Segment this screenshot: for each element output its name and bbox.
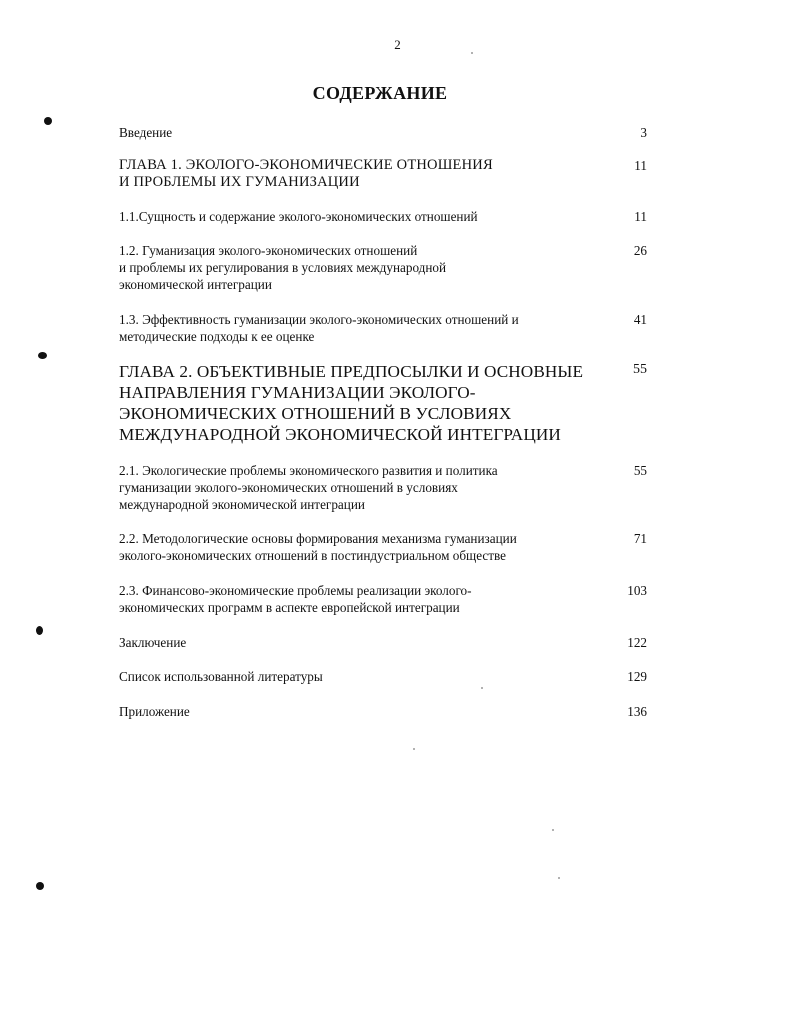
punch-hole-mark [38,352,47,359]
toc-entry-conclusion [119,634,647,651]
toc-entry-chapter-2 [119,361,647,445]
toc-entry-text: Список использованной литературы [119,669,323,684]
toc-entry-text: ГЛАВА 1. ЭКОЛОГО-ЭКОНОМИЧЕСКИЕ ОТНОШЕНИЯ И ПРОБЛЕМЫ ИХ ГУМАНИЗАЦИИ [119,157,493,190]
toc-entry-section-1-2 [119,242,647,293]
toc-entry-page: 103 [627,583,647,598]
toc-entry-section-2-1 [119,462,647,513]
scan-speck [552,829,554,831]
scan-speck [413,748,415,750]
toc-entry-references [119,668,647,685]
toc-entry-section-2-2 [119,530,647,564]
toc-entry-chapter-1 [119,157,647,191]
scan-speck [471,52,473,54]
punch-hole-mark [36,626,43,635]
toc-entry-page: 26 [633,243,647,258]
toc-entry-section-2-3 [119,582,647,616]
scan-speck [558,877,560,879]
toc-entry-text: 2.1. Экологические проблемы экономического развития и политика гуманизации эколого-экономических отношений в условиях международной экономической интеграции [119,463,498,512]
toc-entry-text: Заключение [119,635,187,650]
toc-entry-text: 2.2. Методологические основы формирования механизма гуманизации эколого-экономических отношений в постиндустриальном обществе [119,531,517,563]
toc-entry-appendix [119,703,647,720]
toc-entry-text: 1.2. Гуманизация эколого-экономических отношений и проблемы их регулирования в условиях международной экономической интеграции [119,243,447,292]
toc-entry-section-1-1 [119,208,647,225]
page-number: 2 [394,37,401,52]
toc-entry-page: 3 [640,125,647,140]
toc-entry-page: 129 [627,669,647,684]
scan-speck [481,687,483,689]
toc-entry-page: 122 [627,635,647,650]
toc-entry-text: 1.1.Сущность и содержание эколого-экономических отношений [119,209,478,224]
toc-entry-page: 55 [633,362,647,377]
punch-hole-mark [36,882,44,890]
toc-entry-text: Приложение [119,704,190,719]
punch-hole-mark [44,117,52,125]
toc-entry-text: Введение [119,125,173,140]
toc-entry-page: 71 [633,531,647,546]
toc-entry-section-1-3 [119,311,647,345]
toc-entry-text: 2.3. Финансово-экономические проблемы реализации эколого- экономических программ в аспекте европейской интеграции [119,583,472,615]
toc-entry-page: 11 [634,158,647,173]
toc-entry-page: 11 [634,209,647,224]
toc-entry-text: ГЛАВА 2. ОБЪЕКТИВНЫЕ ПРЕДПОСЫЛКИ И ОСНОВНЫЕ НАПРАВЛЕНИЯ ГУМАНИЗАЦИИ ЭКОЛОГО- ЭКОНОМИЧЕСКИХ ОТНОШЕНИЙ В УСЛОВИЯХ МЕЖДУНАРОДНОЙ ЭКОНОМИЧЕСКОЙ ИНТЕГРАЦИИ [119,362,584,444]
toc-entry-page: 136 [627,704,647,719]
page-title: СОДЕРЖАНИЕ [312,83,448,103]
toc-entry-text: 1.3. Эффективность гуманизации эколого-экономических отношений и методические подходы к ее оценке [119,312,519,344]
toc-entry-page: 55 [633,463,647,478]
toc-entry-introduction [119,124,647,141]
toc-entry-page: 41 [633,312,647,327]
